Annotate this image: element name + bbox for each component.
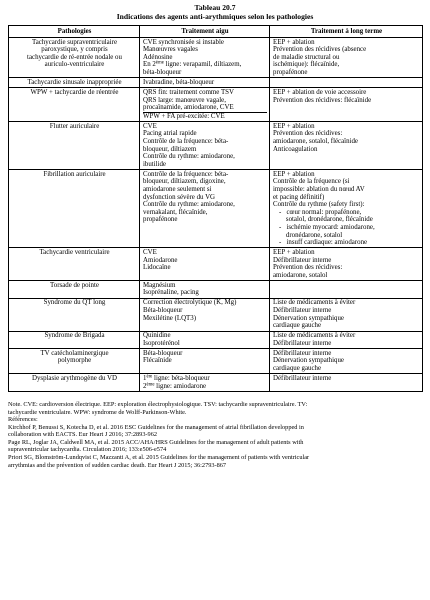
- pathology-text: tachycardie de ré-entrée nodale ou: [27, 53, 122, 61]
- table-row: [9, 170, 423, 248]
- table-row: [9, 298, 423, 331]
- table-row: [9, 349, 423, 374]
- longterm-text: et pacing définitif): [273, 193, 325, 201]
- acute-text: CVE: [143, 249, 157, 257]
- pathology-text: auriculo-ventriculaire: [44, 61, 105, 69]
- reference-text: collaboration with EACTS. Eur Heart J 2016; 37:2893-962: [8, 431, 158, 439]
- header-pathologies: Pathologies: [9, 26, 140, 38]
- acute-text-part: ligne: verapamil, diltiazem,: [163, 61, 242, 69]
- pathology-text: Torsade de pointe: [50, 281, 99, 289]
- longterm-cell: [270, 374, 423, 392]
- acute-text-part: 2: [143, 382, 147, 390]
- acute-text: procaïnamide, amiodarone, CVE: [143, 104, 234, 112]
- abbreviation-note: Note. CVE: cardioversion électrique. EEP: exploration électrophysiologique. TSV: tachycardie supraventriculaire. TV:: [8, 400, 308, 408]
- longterm-text: amiodarone, sotalol: [273, 271, 328, 279]
- table-number: Tableau 20.7: [194, 3, 236, 12]
- acute-text: béta-bloqueur: [143, 69, 182, 77]
- longterm-text: Dénervation sympathique: [273, 357, 344, 365]
- acute-cell: [140, 38, 270, 78]
- longterm-cell: [270, 298, 423, 331]
- longterm-text: Liste de médicaments à éviter: [273, 299, 356, 307]
- longterm-text: EEP + ablation: [273, 122, 315, 130]
- antiarrhythmic-table: [8, 25, 423, 392]
- longterm-cell: [270, 38, 423, 78]
- longterm-text: EEP + ablation: [273, 249, 315, 257]
- acute-text: Béta-bloqueur: [143, 307, 183, 315]
- table-row: [9, 38, 423, 78]
- longterm-text: de maladie structural ou: [273, 53, 340, 61]
- longterm-text: EEP + ablation de voie accessoire: [273, 89, 367, 97]
- acute-text: WPW + FA pré-excitée: CVE: [143, 112, 267, 121]
- longterm-cell: [270, 248, 423, 281]
- pathology-text: polymorphe: [57, 357, 92, 365]
- longterm-text: Anticoagulation: [273, 145, 318, 153]
- acute-text: Correction électrolytique (K, Mg): [143, 299, 237, 307]
- table-notes: [8, 401, 422, 469]
- acute-text: bloqueur, diltiazem: [143, 145, 197, 153]
- longterm-text: Dénervation sympathique: [273, 314, 344, 322]
- header-row: [9, 26, 423, 38]
- pathology-text: Syndrome du QT long: [43, 299, 106, 307]
- table-row: [9, 248, 423, 281]
- reference-text: supraventricular tachycardia. Circulation 2016; 133:e506-e574: [8, 446, 167, 454]
- acute-text: Manœuvres vagales: [143, 46, 198, 54]
- pathology-text: Dysplasie arythmogène du VD: [31, 374, 118, 382]
- acute-text: QRS fin: traitement comme TSV: [143, 89, 234, 97]
- acute-cell: [140, 88, 270, 122]
- acute-cell: [140, 349, 270, 374]
- longterm-text: amiodarone, sotalol, flécaïnide: [273, 137, 358, 145]
- pathology-cell: [9, 298, 140, 331]
- acute-text: Isoprotérénol: [143, 339, 180, 347]
- acute-cell: [140, 374, 270, 392]
- reference-text: Page RL, Joglar JA, Caldwell MA, et al. 2015 ACC/AHA/HRS Guidelines for the management of adult patients with: [8, 438, 304, 446]
- longterm-text: Liste de médicaments à éviter: [273, 332, 356, 340]
- pathology-cell: [9, 88, 140, 122]
- acute-text: amiodarone seulement si: [143, 185, 212, 193]
- reference-text: Priori SG, Blomström-Lundqvist C, Mazzanti A, et al. 2015 Guidelines for the management of patients with ventricular: [8, 454, 310, 462]
- table-row: [9, 122, 423, 170]
- longterm-cell: [270, 281, 423, 299]
- table-caption: Indications des agents anti-arythmiques selon les pathologies: [116, 12, 314, 21]
- acute-text: [143, 383, 267, 391]
- longterm-text: Contrôle du rythme (safety first):: [273, 201, 365, 209]
- acute-cell: [140, 331, 270, 349]
- header-acute: Traitement aigu: [140, 26, 270, 38]
- acute-text: ibutilide: [143, 160, 166, 168]
- pathology-cell: [9, 248, 140, 281]
- pathology-cell: [9, 281, 140, 299]
- longterm-text: Prévention des récidives:: [273, 130, 343, 138]
- acute-text: Contrôle du rythme: amiodarone,: [143, 153, 235, 161]
- acute-text-part: ligne: béta-bloqueur: [152, 374, 210, 382]
- pathology-text: Fibrillation auriculaire: [43, 170, 106, 178]
- acute-text: Contrôle du rythme: amiodarone,: [143, 201, 235, 209]
- table-row: [9, 281, 423, 299]
- longterm-cell: [270, 78, 423, 88]
- abbreviation-note: tachycardie ventriculaire. WPW: syndrome de Wolff-Parkinson-White.: [8, 408, 187, 416]
- longterm-text: Défibrillateur interne: [273, 256, 332, 264]
- ordinal-superscript: ère: [146, 374, 153, 380]
- pathology-text: WPW + tachycardie de réentrée: [30, 89, 119, 97]
- acute-text: Amiodarone: [143, 256, 178, 264]
- table-row: [9, 374, 423, 392]
- acute-cell: [140, 248, 270, 281]
- longterm-cell: [270, 122, 423, 170]
- longterm-list-item: - insuff cardiaque: amiodarone: [279, 239, 368, 247]
- longterm-text: ischémique): flécaïnide,: [273, 61, 340, 69]
- longterm-text: Défibrillateur interne: [273, 339, 332, 347]
- longterm-text: Défibrillateur interne: [273, 374, 332, 382]
- longterm-text: Contrôle de la fréquence (si: [273, 178, 350, 186]
- acute-text: Béta-bloqueur: [143, 349, 183, 357]
- longterm-cell: [270, 349, 423, 374]
- acute-cell: [140, 170, 270, 248]
- longterm-text: impossible: ablation du nœud AV: [273, 185, 365, 193]
- acute-text: QRS large: manœuvre vagale,: [143, 96, 226, 104]
- pathology-cell: [9, 78, 140, 88]
- acute-text: [143, 375, 267, 383]
- acute-text: Adénosine: [143, 53, 173, 61]
- longterm-text: Prévention des récidives (absence: [273, 46, 367, 54]
- pathology-text: TV catécholaminergique: [40, 349, 109, 357]
- acute-text: vernakalant, flécaïnide,: [143, 208, 208, 216]
- longterm-cell: [270, 170, 423, 248]
- pathology-cell: [9, 374, 140, 392]
- longterm-text: Défibrillateur interne: [273, 349, 332, 357]
- longterm-text: Prévention des récidives:: [273, 264, 343, 272]
- ordinal-superscript: ème: [146, 382, 155, 388]
- longterm-text: EEP + ablation: [273, 38, 315, 46]
- acute-cell: [140, 298, 270, 331]
- acute-text: Contrôle de la fréquence: béta-: [143, 170, 229, 178]
- ordinal-superscript: ème: [155, 61, 164, 67]
- longterm-list-item: - ischémie myocard: amiodarone,: [279, 223, 375, 231]
- pathology-cell: [9, 122, 140, 170]
- acute-cell: [140, 78, 270, 88]
- acute-text: propafénone: [143, 216, 178, 224]
- pathology-text: Tachycardie supraventriculaire: [31, 38, 118, 46]
- acute-text: Quinidine: [143, 332, 171, 340]
- acute-text: Flécaïnide: [143, 357, 172, 365]
- longterm-text: Défibrillateur interne: [273, 307, 332, 315]
- pathology-text: paroxystique, y compris: [41, 46, 108, 54]
- table-row: [9, 88, 423, 122]
- acute-cell: [140, 281, 270, 299]
- pathology-cell: [9, 349, 140, 374]
- acute-text: [143, 61, 267, 69]
- references-label: Références:: [8, 416, 38, 424]
- acute-text: Contrôle de la fréquence: béta-: [143, 137, 229, 145]
- longterm-list-item: sotalol, dronédarone, flécaïnide: [279, 216, 373, 224]
- longterm-text: EEP + ablation: [273, 170, 315, 178]
- acute-text: Lidocaïne: [143, 264, 171, 272]
- acute-text: Ivabradine, béta-bloqueur: [143, 79, 215, 87]
- longterm-text: cardiaque gauche: [273, 322, 322, 330]
- reference-text: Kirchhof P, Benussi S, Kotecha D, et al. 2016 ESC Guidelines for the management of atrial fibrillation developped in: [8, 423, 304, 431]
- acute-text: CVE synchronisée si instable: [143, 38, 224, 46]
- pathology-cell: [9, 170, 140, 248]
- acute-text-part: ligne: amiodarone: [154, 382, 207, 390]
- acute-text-part: En 2: [143, 61, 156, 69]
- table-row: [9, 78, 423, 88]
- longterm-text: propafénone: [273, 69, 308, 77]
- acute-text: bloqueur, diltiazem, digoxine,: [143, 178, 226, 186]
- acute-text: CVE: [143, 122, 157, 130]
- pathology-cell: [9, 38, 140, 78]
- pathology-text: Tachycardie ventriculaire: [39, 249, 110, 257]
- acute-cell: [140, 122, 270, 170]
- longterm-list-item: dronédarone, sotalol: [279, 231, 343, 239]
- longterm-text: Prévention des récidives: flécaïnide: [273, 96, 372, 104]
- acute-text: Isoprénaline, pacing: [143, 289, 199, 297]
- table-title: [8, 3, 422, 21]
- reference-text: arrythmias and the prévention of sudden cardiac death. Eur Heart J 2015; 36:2793-867: [8, 461, 227, 469]
- longterm-cell: [270, 88, 423, 122]
- acute-text: Pacing atrial rapide: [143, 130, 197, 138]
- pathology-text: Tachycardie sinusale inappropriée: [27, 79, 122, 87]
- acute-text: dysfonction sévère du VG: [143, 193, 216, 201]
- longterm-cell: [270, 331, 423, 349]
- table-row: [9, 331, 423, 349]
- longterm-text: cardiaque gauche: [273, 364, 322, 372]
- pathology-text: Syndrome de Brigada: [44, 332, 105, 340]
- acute-text: Mexilétine (LQT3): [143, 314, 197, 322]
- pathology-cell: [9, 331, 140, 349]
- acute-text: Magnésium: [143, 281, 176, 289]
- acute-text-part: 1: [143, 374, 147, 382]
- longterm-list-item: - cœur normal: propafénone,: [279, 208, 362, 216]
- header-longterm: Traitement à long terme: [270, 26, 423, 38]
- pathology-text: Flutter auriculaire: [49, 122, 100, 130]
